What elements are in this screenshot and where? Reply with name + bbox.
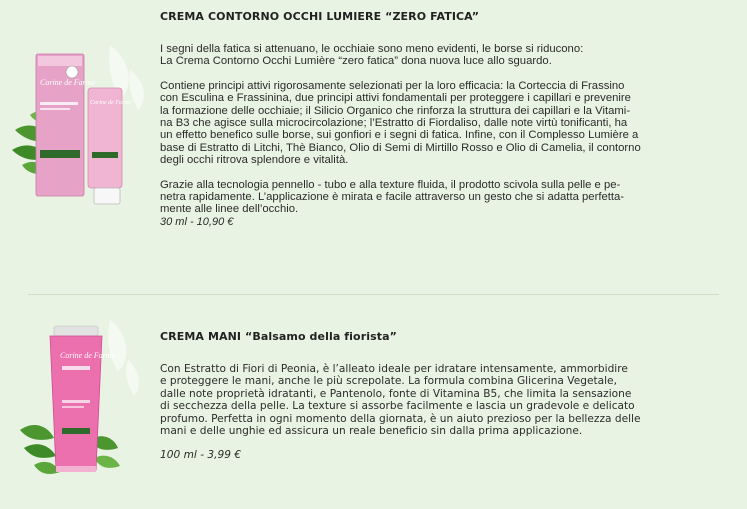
body-line: e proteggere le mani, anche le più screpolate. La formula combina Glicerina Vegetale,	[160, 375, 617, 388]
eye-cream-usage	[160, 179, 720, 216]
body-line: na B3 che agisce sulla microcircolazione; l’Estratto di Fiordaliso, dalle note virtù tonificanti, ha	[160, 117, 628, 130]
body-line: la formazione delle occhiaie; il Silicio Organico che rinforza la struttura dei capillari e la Vitami-	[160, 104, 631, 117]
eye-cream-text	[160, 10, 720, 228]
product-hand-cream	[0, 300, 747, 509]
body-line: mani e delle unghie ed assicura un reale beneficio sin dalla prima applicazione.	[160, 425, 583, 438]
body-line: profumo. Perfetta in ogni momento della giornata, è un aiuto prezioso per la bellezza delle	[160, 412, 641, 425]
hand-cream-price: 100 ml - 3,99 €	[160, 449, 242, 462]
body-line: con Esculina e Frassinina, due principi attivi fondamentali per proteggere i capillari e prevenire	[160, 92, 631, 105]
body-line: Contiene principi attivi rigorosamente selezionati per la loro efficacia: la Corteccia di Frassino	[160, 79, 625, 92]
body-line: dalle note proprietà idratanti, e Pantenolo, fonte di Vitamina B5, che limita la sensazione	[160, 387, 632, 400]
hand-cream-text	[160, 330, 720, 461]
body-line: base di Estratto di Litchi, Thè Bianco, Olio di Semi di Mirtillo Rosso e Olio di Camelia, il contorno	[160, 141, 641, 154]
usage-line: netra rapidamente. L’applicazione è mirata e facile attraverso un gesto che si adatta perfetta-	[160, 191, 625, 204]
usage-line: mente alle linee dell’occhio.	[160, 203, 299, 216]
tube-brand-text: Corine de Farme	[60, 351, 116, 360]
eye-cream-intro	[160, 43, 720, 68]
section-divider	[28, 294, 719, 295]
body-line: degli occhi ritrova splendore e vitalità.	[160, 154, 349, 167]
hand-cream-description	[160, 363, 720, 437]
body-line: Con Estratto di Fiori di Peonia, è l’alleato ideale per idratare intensamente, ammorbidire	[160, 363, 628, 375]
box-brand-text: Corine de Farme	[40, 78, 96, 87]
hand-cream-product-image	[20, 320, 140, 490]
intro-line: I segni della fatica si attenuano, le occhiaie sono meno evidenti, le borse si riducono:	[160, 43, 584, 55]
eye-cream-product-image	[10, 40, 150, 215]
eye-cream-price: 30 ml - 10,90 €	[160, 215, 234, 228]
usage-line: Grazie alla tecnologia pennello - tubo e alla texture fluida, il prodotto scivola sulla pelle e pe-	[160, 178, 621, 191]
intro-line: La Crema Contorno Occhi Lumière “zero fatica” dona nuova luce allo sguardo.	[160, 55, 552, 68]
hand-cream-title: CREMA MANI “Balsamo della fiorista”	[160, 330, 397, 343]
eye-cream-ingredients	[160, 80, 720, 167]
body-line: di secchezza della pelle. La texture si assorbe facilmente e lascia un gradevole e delicato	[160, 400, 635, 413]
eye-cream-title: CREMA CONTORNO OCCHI LUMIERE “ZERO FATICA”	[160, 10, 480, 23]
tube-brand-text: Corine de Farme	[90, 100, 132, 106]
body-line: un effetto benefico sulle borse, sui gonfiori e i segni di fatica. Infine, con il Complesso Lumière a	[160, 129, 639, 142]
